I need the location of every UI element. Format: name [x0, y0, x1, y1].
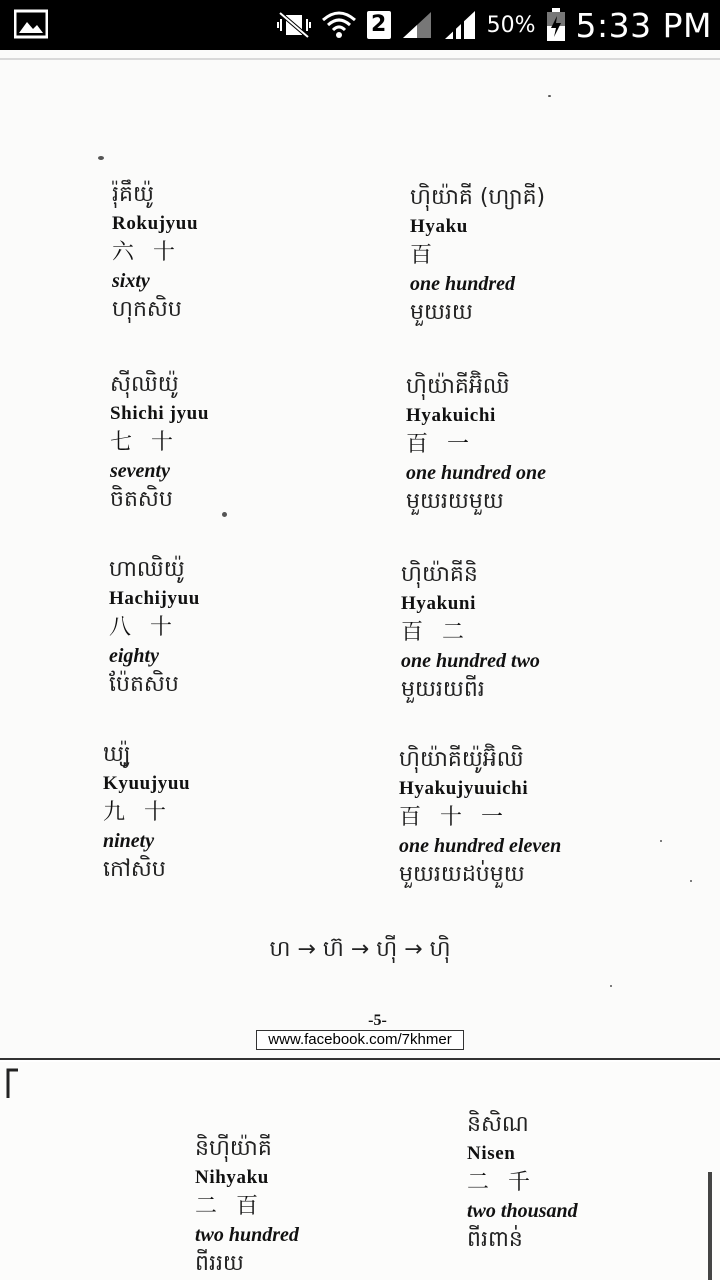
khmer-pronunciation: ឃ្យ៉ូ: [103, 742, 131, 767]
number-entry-seventy: [110, 370, 209, 516]
page-number: -5-: [368, 1012, 387, 1029]
scan-speck: [222, 512, 227, 517]
number-entry-two-hundred: [195, 1134, 299, 1280]
kanji-text: 百 二: [401, 620, 470, 645]
scan-speck: [610, 985, 612, 987]
kanji-text: 九 十: [103, 800, 172, 825]
romaji-text: Hyakujyuuichi: [399, 778, 529, 799]
kanji-text: 二 百: [195, 1194, 264, 1219]
english-text: sixty: [112, 270, 150, 292]
scan-speck: [98, 156, 104, 160]
romaji-text: Hyakuni: [401, 593, 476, 614]
khmer-meaning: ប៉ែតសិប: [109, 672, 179, 697]
scan-speck: [690, 880, 692, 882]
number-entry-ninety: [103, 740, 190, 886]
english-text: one hundred one: [406, 462, 547, 484]
khmer-pronunciation: និសិណ: [467, 1112, 529, 1137]
page-corner-mark: [6, 1068, 20, 1098]
romaji-text: Hyakuichi: [406, 405, 496, 426]
signal-strength-icon: [401, 10, 433, 40]
english-text: two thousand: [467, 1200, 578, 1222]
facebook-link[interactable]: www.facebook.com/7khmer: [256, 1030, 464, 1050]
khmer-pronunciation: ហាឈិយ៉ូ: [109, 557, 185, 582]
khmer-meaning: ពីររយ: [195, 1251, 244, 1276]
romaji-text: Hyaku: [410, 216, 468, 237]
romaji-text: Nisen: [467, 1143, 516, 1164]
status-bar: [0, 0, 720, 50]
khmer-meaning: កៅសិប: [103, 857, 166, 882]
romaji-text: Rokujyuu: [112, 213, 199, 234]
english-text: one hundred two: [401, 650, 540, 672]
wifi-icon: [321, 8, 357, 42]
khmer-pronunciation: ហ៊ិយ៉ាគីយ៉ូអ៊ិឈិ: [399, 747, 524, 772]
khmer-pronunciation: ហ៊ិយ៉ាគីអ៊ិឈិ: [406, 374, 510, 399]
signal-strength-icon-2: [443, 9, 477, 41]
kanji-text: 百 十 一: [399, 805, 509, 830]
gallery-image-icon: [14, 9, 48, 39]
number-entry-one-hundred: [410, 183, 545, 329]
kanji-text: 七 十: [110, 430, 179, 455]
number-entry-eighty: [109, 555, 200, 701]
kanji-text: 百 一: [406, 432, 475, 457]
khmer-meaning: មួយរយ: [410, 300, 473, 325]
english-text: eighty: [109, 645, 159, 667]
number-entry-two-thousand: [467, 1110, 578, 1256]
document-page-5[interactable]: [0, 50, 720, 1060]
number-entry-sixty: [112, 180, 198, 326]
romaji-text: Nihyaku: [195, 1167, 269, 1188]
khmer-meaning: ហុកសិប: [112, 297, 182, 322]
clock-time: 5:33 PM: [575, 5, 712, 45]
romaji-text: Hachijyuu: [109, 588, 200, 609]
english-text: two hundred: [195, 1224, 299, 1246]
khmer-meaning: ពីរពាន់: [467, 1227, 523, 1252]
khmer-pronunciation: និហ៊ីយ៉ាគី: [195, 1136, 272, 1161]
khmer-meaning: ចិតសិប: [110, 487, 173, 512]
romaji-text: Kyuujyuu: [103, 773, 191, 794]
number-entry-one-hundred-eleven: [399, 745, 561, 891]
page-edge-shadow: [708, 1172, 712, 1280]
khmer-meaning: មួយរយដប់មួយ: [399, 862, 525, 887]
document-page-6[interactable]: [0, 1062, 720, 1280]
khmer-meaning: មួយរយមួយ: [406, 489, 504, 514]
kanji-text: 百: [410, 243, 439, 268]
kanji-text: 八 十: [109, 615, 178, 640]
english-text: one hundred: [410, 273, 516, 295]
khmer-pronunciation: ហ៊ិយ៉ាគីនិ: [401, 562, 478, 587]
khmer-meaning: មួយរយពីរ: [401, 677, 485, 702]
kanji-text: 六 十: [112, 240, 181, 265]
english-text: one hundred eleven: [399, 835, 562, 857]
khmer-pronunciation: ស៊ីឈិយ៉ូ: [110, 372, 179, 397]
khmer-vowel-sequence: ហ → ហ៊ → ហ៊ី → ហ៊ិ: [269, 937, 451, 962]
battery-percent: 50%: [486, 12, 536, 38]
vibrate-mute-icon: [277, 10, 311, 40]
number-entry-one-hundred-two: [401, 560, 540, 706]
english-text: ninety: [103, 830, 155, 852]
scan-speck: [660, 840, 662, 842]
battery-charging-icon: [546, 8, 566, 42]
scan-speck: [548, 95, 551, 97]
english-text: seventy: [110, 460, 170, 482]
number-entry-one-hundred-one: [406, 372, 546, 518]
sim-slot-badge: 2: [367, 11, 391, 39]
khmer-pronunciation: រ៉ុគឹយ៉ូ: [112, 182, 154, 207]
kanji-text: 二 千: [467, 1170, 536, 1195]
romaji-text: Shichi jyuu: [110, 403, 210, 424]
khmer-pronunciation: ហ៊ិយ៉ាគី (ហ្យាគី): [410, 185, 546, 210]
